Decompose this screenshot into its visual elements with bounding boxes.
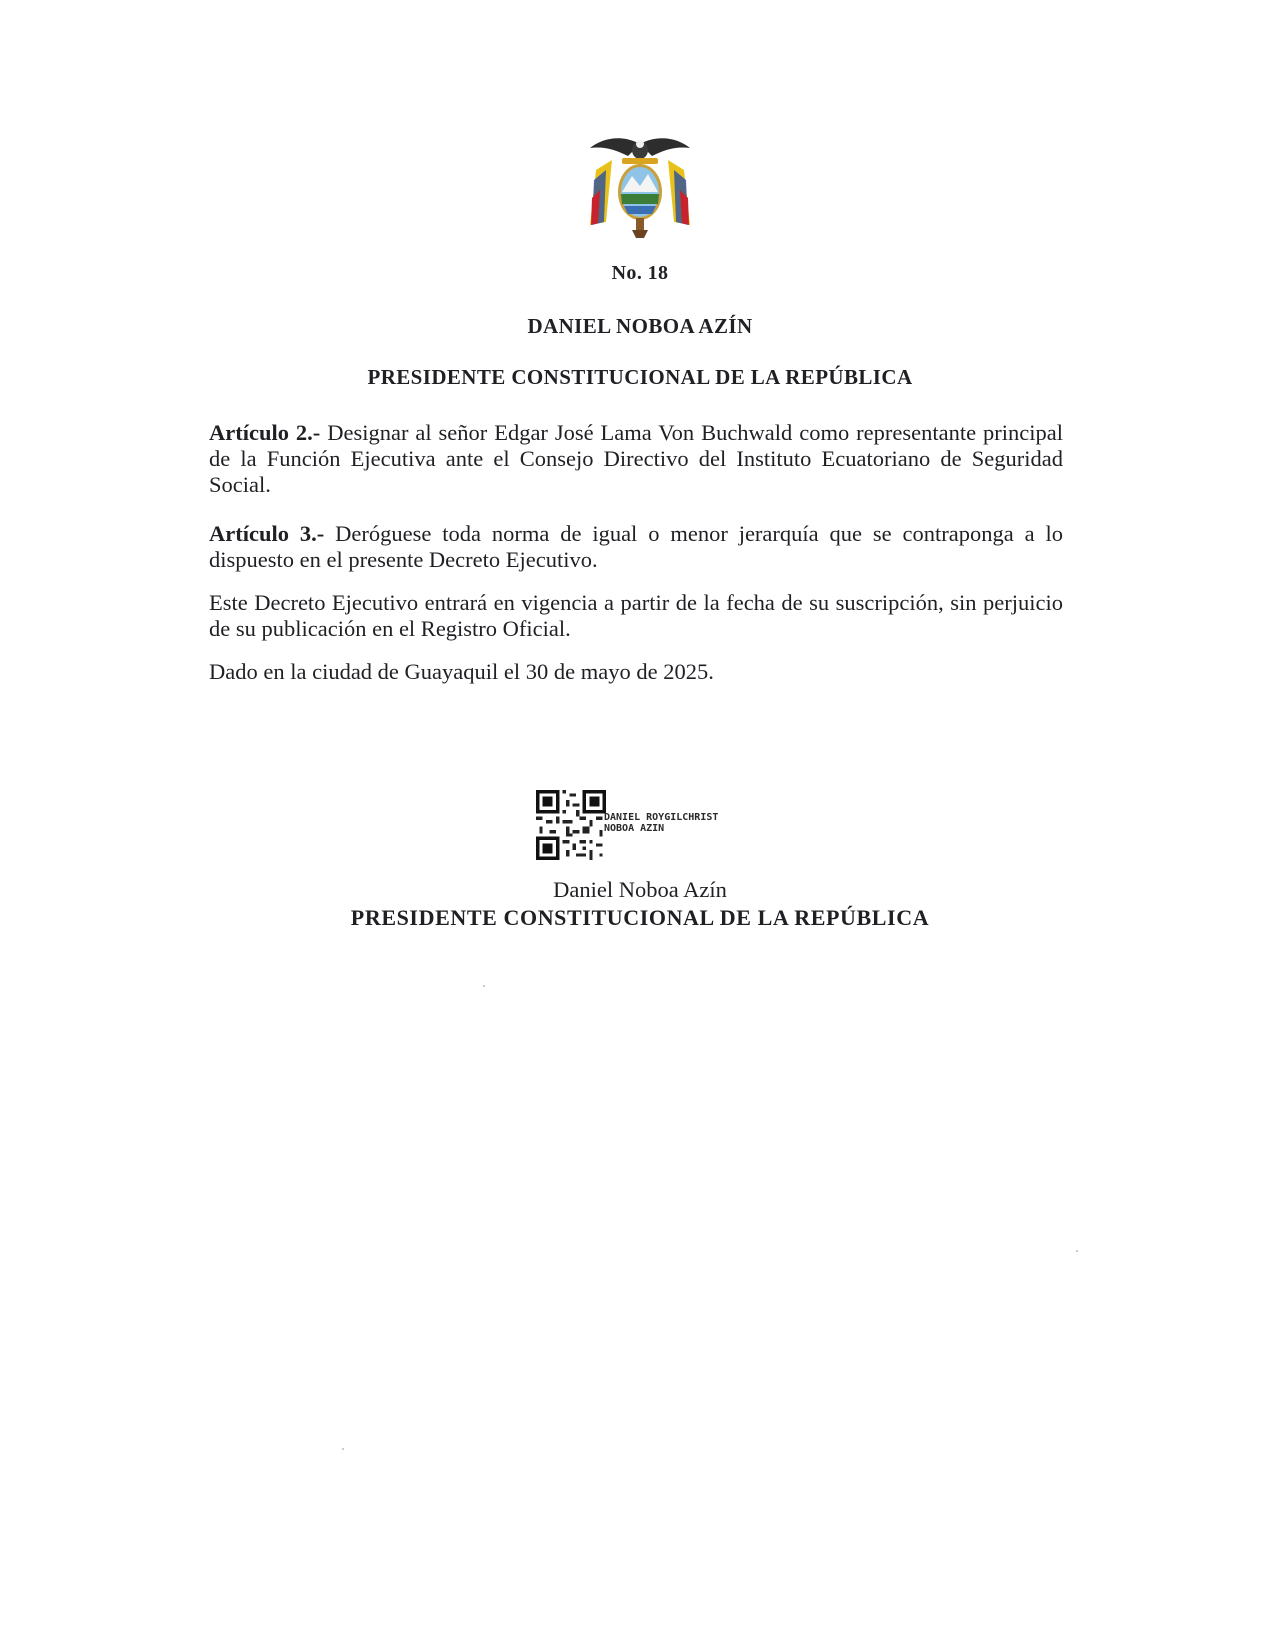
dado-paragraph: Dado en la ciudad de Guayaquil el 30 de mayo de 2025. — [209, 659, 714, 684]
digital-signature-name-line2: NOBOA AZIN — [604, 823, 665, 834]
vigencia-paragraph: Este Decreto Ejecutivo entrará en vigencia a partir de la fecha de su suscripción, sin perjuicio de su publicación en el Registro Oficial. — [209, 590, 1063, 641]
ecuador-coat-of-arms-icon — [582, 130, 698, 242]
scan-speck — [342, 1448, 344, 1450]
signer-name: Daniel Noboa Azín — [553, 877, 727, 902]
qr-code-icon — [536, 790, 606, 860]
article-2 — [209, 420, 1063, 498]
article-3-text: Deróguese toda norma de igual o menor jerarquía que se contraponga a lo dispuesto en el presente Decreto Ejecutivo. — [209, 521, 1063, 572]
article-3-label: Artículo 3.- — [209, 521, 325, 546]
article-2-text: Designar al señor Edgar José Lama Von Buchwald como representante principal de la Función Ejecutiva ante el Consejo Directivo del Instituto Ecuatoriano de Seguridad Social. — [209, 420, 1063, 497]
digital-signature-name-line1: DANIEL ROYGILCHRIST — [604, 812, 719, 823]
decree-number: No. 18 — [611, 262, 669, 284]
article-3 — [209, 521, 1063, 573]
scan-speck — [483, 985, 485, 987]
article-2-label: Artículo 2.- — [209, 420, 321, 445]
author-name: DANIEL NOBOA AZÍN — [527, 314, 753, 338]
scan-speck — [1076, 1250, 1078, 1252]
signer-title: PRESIDENTE CONSTITUCIONAL DE LA REPÚBLICA — [350, 905, 930, 930]
author-title: PRESIDENTE CONSTITUCIONAL DE LA REPÚBLICA — [367, 365, 913, 389]
